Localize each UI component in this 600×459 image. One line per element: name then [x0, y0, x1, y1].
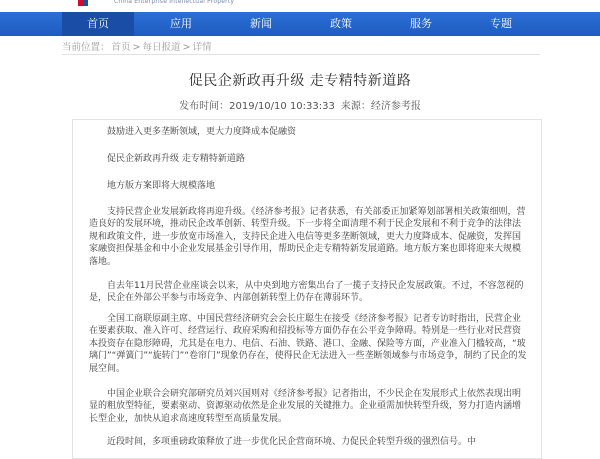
breadcrumb-separator: >: [182, 42, 191, 53]
source-label: 来源：: [340, 101, 371, 112]
publish-time: 2019/10/10 10:33:33: [229, 101, 335, 112]
nav-item-services[interactable]: 服务: [410, 17, 432, 30]
breadcrumb: [62, 39, 214, 53]
breadcrumb-separator: >: [132, 42, 141, 53]
publish-label: 发布时间：: [179, 101, 230, 112]
breadcrumb-divider: [62, 54, 540, 55]
nav-item-policy[interactable]: 政策: [330, 17, 352, 30]
article-paragraph: 中国企业联合会研究部研究员刘兴国则对《经济参考报》记者指出，不少民企在发展形式上依然表现出明显的粗放型特征，要素驱动、资源驱动依然是企业发展的关键推力。企业亟需加快转型升级，努力打造内涵增长型企业，加快从追求高速度转型至高质量发展。: [89, 389, 522, 424]
article-paragraph: 支持民营企业发展新政将再迎升级。《经济参考报》记者获悉，有关部委正加紧筹划部署相关政策细则，营造良好的发展环境，推动民企改革创新、转型升级。下一步将全面清理不利于民企发展和不利于竞争的法律法规和政策文件，进一步放宽市场准入，支持民企进入电信等更多垄断领域，更大力度降成本、促融资，发挥国家融资担保基金和中小企业发展基金引导作用，帮助民企走专精特新发展道路。地方版方案也即将迎来大规模落地。: [89, 207, 526, 267]
nav-item-topics[interactable]: 专题: [490, 17, 512, 30]
article-paragraph: 地方版方案即将大规模落地: [107, 181, 216, 191]
article-paragraph: 鼓励进入更多垄断领域，更大力度降成本促融资: [107, 127, 297, 137]
article-title: 促民企新政再升级 走专精特新道路: [188, 73, 412, 89]
main-nav: [0, 12, 600, 36]
site-name: China Enterprise Intellectual Property: [114, 0, 235, 5]
site-logo-icon[interactable]: [78, 0, 88, 6]
nav-item-apps[interactable]: 应用: [170, 17, 192, 30]
nav-item-news[interactable]: 新闻: [250, 17, 272, 30]
nav-item-home[interactable]: 首页: [62, 12, 134, 36]
top-header: [0, 0, 600, 12]
breadcrumb-prefix: 当前位置：: [62, 42, 110, 53]
article-paragraph: 近段时间，多项重磅政策释放了进一步优化民企营商环境、力促民企转型升级的强烈信号。中: [107, 437, 477, 447]
breadcrumb-item-home[interactable]: 首页: [111, 42, 131, 53]
article-meta: [0, 97, 600, 112]
breadcrumb-item-daily[interactable]: 每日报道: [142, 42, 181, 53]
article-paragraph: 自去年11月民营企业座谈会以来，从中央到地方密集出台了一揽子支持民企发展政策。不过，不容忽视的是，民企在外部公平参与市场竞争、内部创新转型上仍存在薄弱环节。: [89, 281, 524, 304]
source-name: 经济参考报: [370, 101, 421, 112]
article-paragraph: 促民企新政再升级 走专精特新道路: [107, 154, 245, 164]
breadcrumb-item-detail: 详情: [192, 42, 212, 53]
article-paragraph: 全国工商联原副主席、中国民营经济研究会会长庄聪生在接受《经济参考报》记者专访时指出，民营企业在要素获取、准入许可、经营运行、政府采购和招投标等方面仍存在公平竞争障碍。特别是一些行业对民营资本投资存在隐形障碍，尤其是在电力、电信、石油、铁路、港口、金融、保险等方面，产业准入门槛较高，“玻璃门”“弹簧门”“旋转门”“卷帘门”现象仍存在，使得民企无法进入一些垄断领域参与市场竞争，制约了民企的发展空间。: [89, 314, 527, 374]
